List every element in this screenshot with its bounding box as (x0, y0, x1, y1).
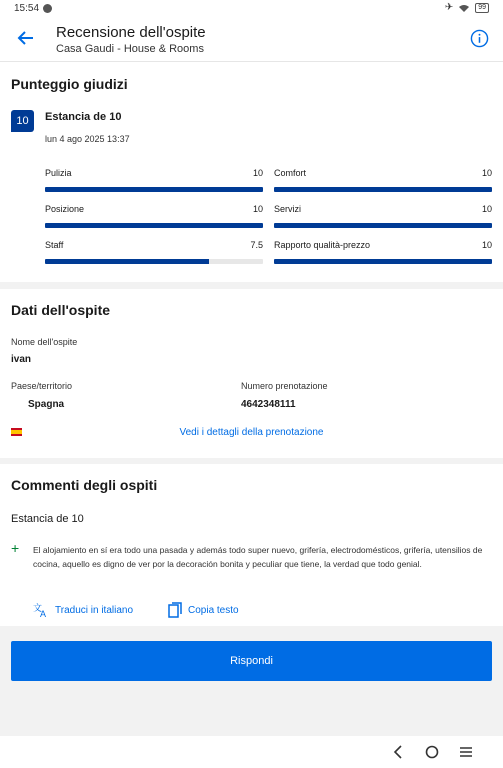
nav-home-icon[interactable] (424, 744, 440, 760)
guest-name-label: Nome dell'ospite (11, 337, 78, 347)
ratings-card (0, 62, 503, 282)
stay-title: Estancia de 10 (45, 111, 122, 123)
score-label: Servizi (274, 204, 302, 214)
comments-heading: Commenti degli ospiti (11, 477, 158, 493)
translate-label: Traduci in italiano (55, 604, 134, 616)
svg-text:A: A (40, 609, 47, 618)
country: Spagna (28, 399, 65, 410)
booking-number: 4642348111 (241, 399, 296, 410)
score-label: Staff (45, 240, 64, 250)
nav-back-icon[interactable] (390, 744, 406, 760)
airplane-icon: ✈ (444, 2, 454, 13)
copy-text-button[interactable] (168, 602, 239, 618)
booking-details-link[interactable]: Vedi i dettagli della prenotazione (179, 427, 324, 438)
country-label: Paese/territorio (11, 381, 73, 391)
guest-name: ivan (11, 354, 32, 365)
score-row (274, 240, 492, 264)
score-value: 7.5 (250, 240, 263, 250)
system-nav-bar (0, 736, 503, 768)
ratings-heading: Punteggio giudizi (11, 76, 128, 92)
battery-icon: 99 (475, 3, 489, 13)
reply-button[interactable]: Rispondi (11, 641, 492, 681)
wifi-icon (459, 4, 469, 12)
score-bar-fill (45, 259, 209, 264)
score-bar-fill (45, 187, 263, 192)
info-icon[interactable] (470, 29, 489, 48)
translate-button[interactable] (33, 602, 133, 618)
score-bar (45, 259, 263, 264)
score-bar-fill (45, 223, 263, 228)
copy-label: Copia testo (188, 604, 239, 616)
translate-icon (33, 602, 49, 618)
score-row (45, 204, 263, 228)
score-value: 10 (481, 204, 492, 214)
guest-heading: Dati dell'ospite (11, 302, 111, 318)
score-value: 10 (481, 168, 492, 178)
score-value: 10 (252, 204, 263, 214)
score-bar-fill (274, 223, 492, 228)
score-bar-fill (274, 187, 492, 192)
score-label: Posizione (45, 204, 85, 214)
score-badge: 10 (11, 110, 34, 132)
score-row (45, 168, 263, 192)
plus-icon: + (11, 540, 20, 556)
score-label: Rapporto qualità-prezzo (274, 240, 371, 250)
status-time: 15:54 (14, 3, 40, 14)
score-value: 10 (252, 168, 263, 178)
score-bar-fill (274, 259, 492, 264)
app-bar (0, 16, 503, 62)
nav-menu-icon[interactable] (458, 744, 474, 760)
score-value: 10 (481, 240, 492, 250)
score-bar (274, 223, 492, 228)
score-bar (274, 187, 492, 192)
status-bar (0, 0, 503, 16)
score-row (274, 204, 492, 228)
score-bar (274, 259, 492, 264)
positive-comment: El alojamiento en sí era todo una pasada y además todo super nuevo, grifería, electrodomésticos, grifería, utensilios de cocina, aquello es digno de ver por la decoración bonita y peculiar que tiene, la verdad que todo genial. (33, 545, 483, 569)
back-arrow-icon[interactable] (16, 28, 36, 48)
copy-icon (168, 602, 182, 618)
comments-card (0, 464, 503, 626)
page-title: Recensione dell'ospite (56, 24, 206, 41)
score-bar (45, 187, 263, 192)
score-row (45, 240, 263, 264)
notification-icon (43, 4, 52, 13)
score-label: Comfort (274, 168, 307, 178)
page-subtitle: Casa Gaudi - House & Rooms (56, 43, 204, 55)
score-label: Pulizia (45, 168, 72, 178)
booking-label: Numero prenotazione (241, 381, 328, 391)
guest-card (0, 289, 503, 458)
score-row (274, 168, 492, 192)
score-bar (45, 223, 263, 228)
review-date: lun 4 ago 2025 13:37 (45, 134, 130, 144)
comment-title: Estancia de 10 (11, 513, 84, 525)
svg-text:文: 文 (33, 603, 43, 613)
